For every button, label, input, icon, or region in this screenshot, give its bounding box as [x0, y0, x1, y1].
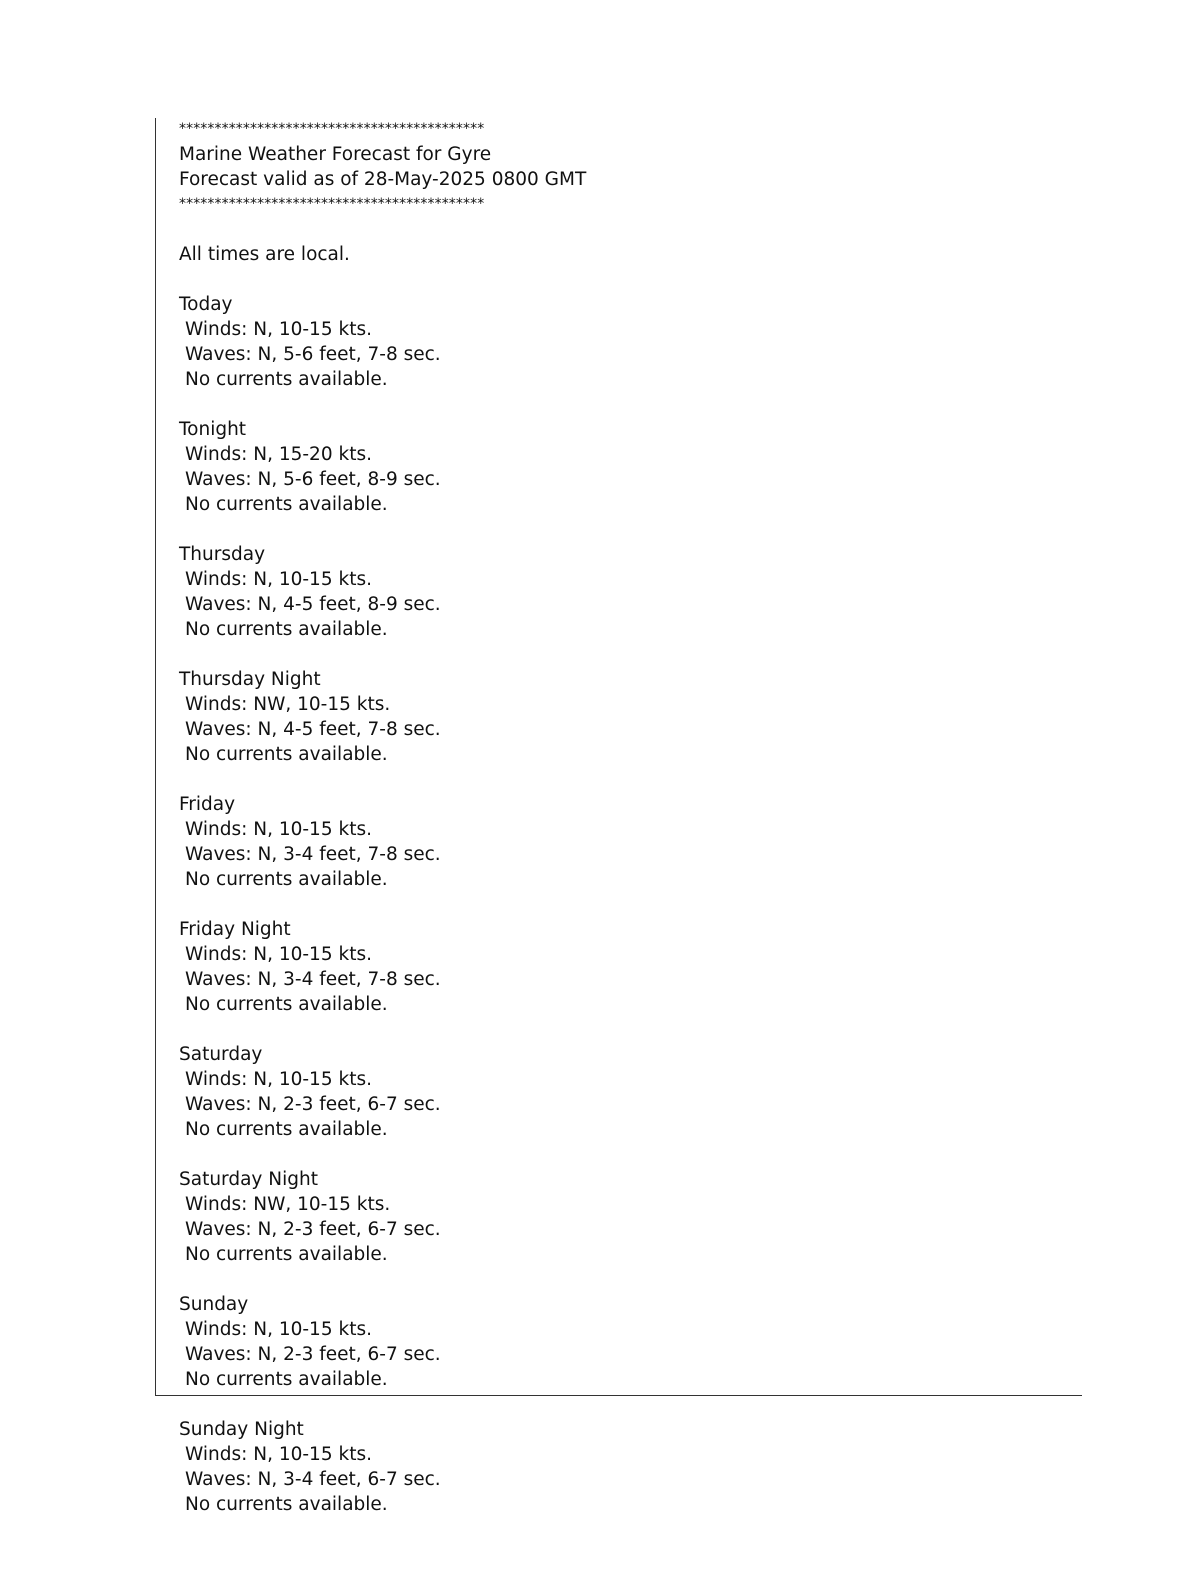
period-name: Thursday [179, 544, 266, 565]
spacer [179, 767, 1059, 792]
period-waves: Waves: N, 2-3 feet, 6-7 sec. [185, 1219, 441, 1240]
period-currents: No currents available. [185, 1119, 388, 1140]
spacer [179, 1392, 1059, 1417]
forecast-period [179, 667, 1059, 767]
spacer [179, 642, 1059, 667]
period-waves: Waves: N, 5-6 feet, 7-8 sec. [185, 344, 441, 365]
period-winds: Winds: NW, 10-15 kts. [185, 1194, 391, 1215]
period-waves: Waves: N, 2-3 feet, 6-7 sec. [185, 1344, 441, 1365]
forecast-content [179, 117, 1059, 1517]
period-currents: No currents available. [185, 869, 388, 890]
frame-left-border [155, 118, 156, 1396]
period-currents: No currents available. [185, 619, 388, 640]
spacer [179, 217, 1059, 242]
times-note: All times are local. [179, 244, 350, 265]
period-name: Today [179, 294, 233, 315]
period-winds: Winds: N, 10-15 kts. [185, 944, 372, 965]
period-name: Friday [179, 794, 236, 815]
period-winds: Winds: N, 10-15 kts. [185, 1319, 372, 1340]
period-waves: Waves: N, 3-4 feet, 6-7 sec. [185, 1469, 441, 1490]
period-winds: Winds: N, 10-15 kts. [185, 319, 372, 340]
forecast-period [179, 292, 1059, 392]
header-rule-bottom: ******************************************* [179, 196, 485, 212]
period-name: Saturday Night [179, 1169, 318, 1190]
spacer [179, 392, 1059, 417]
period-currents: No currents available. [185, 744, 388, 765]
period-currents: No currents available. [185, 1244, 388, 1265]
period-currents: No currents available. [185, 1369, 388, 1390]
period-winds: Winds: NW, 10-15 kts. [185, 694, 391, 715]
forecast-period [179, 1167, 1059, 1267]
period-currents: No currents available. [185, 369, 388, 390]
period-name: Tonight [179, 419, 247, 440]
forecast-period [179, 1042, 1059, 1142]
period-name: Friday Night [179, 919, 291, 940]
period-currents: No currents available. [185, 494, 388, 515]
spacer [179, 1017, 1059, 1042]
forecast-valid-time: Forecast valid as of 28-May-2025 0800 GMT [179, 169, 587, 190]
header-rule-top: ******************************************* [179, 121, 485, 137]
forecast-period [179, 1417, 1059, 1517]
spacer [179, 892, 1059, 917]
spacer [179, 267, 1059, 292]
period-name: Sunday [179, 1294, 249, 1315]
period-name: Sunday Night [179, 1419, 304, 1440]
forecast-period [179, 542, 1059, 642]
forecast-period [179, 917, 1059, 1017]
spacer [179, 1267, 1059, 1292]
period-list [179, 267, 1059, 1517]
period-waves: Waves: N, 2-3 feet, 6-7 sec. [185, 1094, 441, 1115]
forecast-period [179, 417, 1059, 517]
period-winds: Winds: N, 10-15 kts. [185, 819, 372, 840]
period-name: Saturday [179, 1044, 263, 1065]
period-currents: No currents available. [185, 1494, 388, 1515]
period-currents: No currents available. [185, 994, 388, 1015]
period-winds: Winds: N, 10-15 kts. [185, 569, 372, 590]
forecast-period [179, 792, 1059, 892]
period-winds: Winds: N, 10-15 kts. [185, 1444, 372, 1465]
spacer [179, 517, 1059, 542]
period-waves: Waves: N, 4-5 feet, 7-8 sec. [185, 719, 441, 740]
forecast-period [179, 1292, 1059, 1392]
spacer [179, 1142, 1059, 1167]
period-waves: Waves: N, 4-5 feet, 8-9 sec. [185, 594, 441, 615]
period-winds: Winds: N, 15-20 kts. [185, 444, 372, 465]
period-waves: Waves: N, 5-6 feet, 8-9 sec. [185, 469, 441, 490]
period-winds: Winds: N, 10-15 kts. [185, 1069, 372, 1090]
period-name: Thursday Night [179, 669, 321, 690]
forecast-title: Marine Weather Forecast for Gyre [179, 144, 492, 165]
period-waves: Waves: N, 3-4 feet, 7-8 sec. [185, 969, 441, 990]
period-waves: Waves: N, 3-4 feet, 7-8 sec. [185, 844, 441, 865]
